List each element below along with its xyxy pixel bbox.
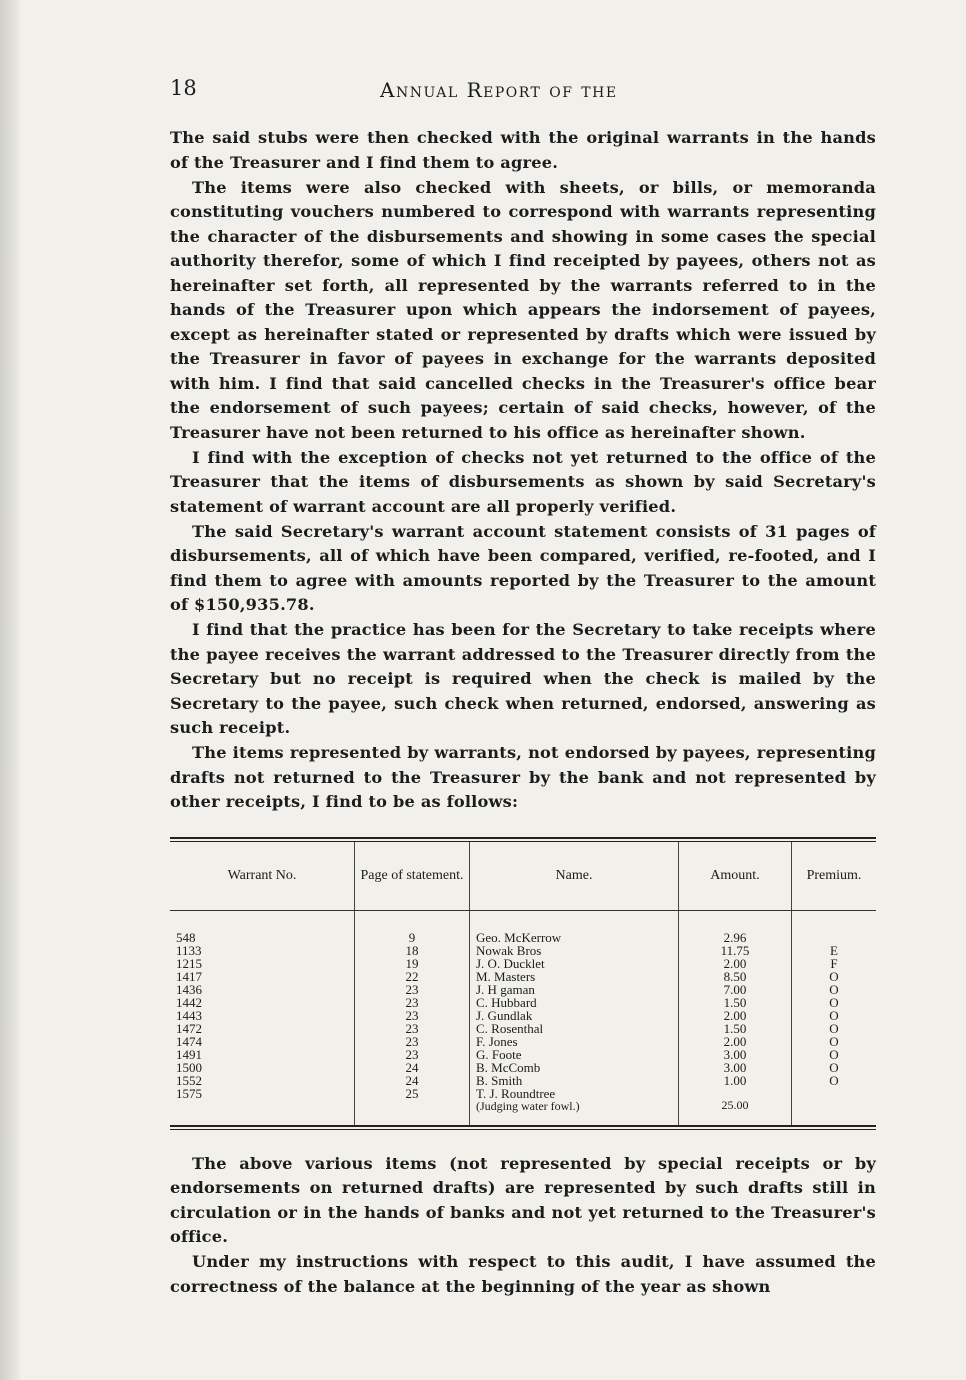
paragraph: The above various items (not represented by special receipts or by endorsements on returned drafts) are represented by such drafts still in circulation or in the hands of banks and not yet returned to the Treasurer's office. <box>170 1153 876 1246</box>
premium: O <box>792 1022 877 1035</box>
amount: 2.96 <box>679 910 792 944</box>
statement-page: 24 <box>355 1074 470 1087</box>
book-page <box>170 76 876 1300</box>
table-row <box>170 957 876 970</box>
payee-name <box>470 1087 679 1112</box>
payee-name: Nowak Bros <box>470 944 679 957</box>
premium: O <box>792 970 877 983</box>
amount: 7.00 <box>679 983 792 996</box>
amount-value: 25.00 <box>721 1097 749 1112</box>
premium: O <box>792 1035 877 1048</box>
payee-name: Geo. McKerrow <box>470 910 679 944</box>
table-header-row <box>170 842 876 911</box>
payee-name: F. Jones <box>470 1035 679 1048</box>
statement-page: 9 <box>355 910 470 944</box>
paragraph: The said Secretary's warrant account statement consists of 31 pages of disbursements, all of which have been compared, verified, re-footed, and I find them to agree with amounts reported by the Treasurer to the amount of $150,935.78. <box>170 521 876 614</box>
amount: 1.50 <box>679 996 792 1009</box>
warrant-number: 1474 <box>176 1033 202 1049</box>
amount: 3.00 <box>679 1061 792 1074</box>
paragraph: The said stubs were then checked with the original warrants in the hands of the Treasurer and I find them to agree. <box>170 128 876 172</box>
warrant-number: 1133 <box>176 942 202 958</box>
premium: F <box>792 957 877 970</box>
table-row <box>170 1009 876 1022</box>
payee-name: B. Smith <box>470 1074 679 1087</box>
running-head <box>170 76 876 106</box>
header-amount: Amount. <box>679 842 792 911</box>
table-row <box>170 983 876 996</box>
amount: 1.50 <box>679 1022 792 1035</box>
premium: O <box>792 983 877 996</box>
premium <box>792 1087 877 1112</box>
payee-name: M. Masters <box>470 970 679 983</box>
statement-page: 25 <box>355 1087 470 1112</box>
payee-name: C. Hubbard <box>470 996 679 1009</box>
statement-page: 24 <box>355 1061 470 1074</box>
warrant-number: 1417 <box>176 968 202 984</box>
warrant-number: 1500 <box>176 1059 202 1075</box>
header-page-of-statement: Page of statement. <box>355 842 470 911</box>
statement-page: 23 <box>355 983 470 996</box>
table-row <box>170 1087 876 1112</box>
warrant-number: 1575 <box>176 1085 202 1101</box>
payee-name: C. Rosenthal <box>470 1022 679 1035</box>
paragraph: The items represented by warrants, not endorsed by payees, representing drafts not returned to the Treasurer by the bank and not represented by other receipts, I find to be as follows: <box>170 743 876 811</box>
statement-page: 23 <box>355 996 470 1009</box>
payee-name: J. O. Ducklet <box>470 957 679 970</box>
amount: 3.00 <box>679 1048 792 1061</box>
table-row <box>170 1022 876 1035</box>
statement-page: 19 <box>355 957 470 970</box>
payee-note: (Judging water fowl.) <box>476 1098 580 1113</box>
paragraph: The items were also checked with sheets, or bills, or memoranda constituting vouchers numbered to correspond with warrants representing the character of the disbursements and showing in some cases the special authority therefor, some of which I find receipted by payees, others not as hereinafter set forth, all represented by the warrants referred to in the hands of the Treasurer upon which appears the indorsement of payees, except as hereinafter stated or represented by drafts which were issued by the Treasurer in favor of payees in exchange for the warrants deposited with him. I find that said cancelled checks in the Treasurer's office bear the endorsement of such payees; certain of said checks, however, of the Treasurer have not been returned to his office as hereinafter shown. <box>170 177 876 442</box>
table-row <box>170 1048 876 1061</box>
amount <box>679 1087 792 1112</box>
statement-page: 22 <box>355 970 470 983</box>
warrant-number: 1552 <box>176 1072 202 1088</box>
table-row <box>170 1061 876 1074</box>
amount-spacer <box>685 1087 785 1099</box>
statement-page: 23 <box>355 1022 470 1035</box>
warrants-table <box>170 842 876 1125</box>
table-row <box>170 944 876 957</box>
statement-page: 23 <box>355 1009 470 1022</box>
statement-page: 23 <box>355 1035 470 1048</box>
warrant-number: 1491 <box>176 1046 202 1062</box>
statement-page: 23 <box>355 1048 470 1061</box>
amount: 2.00 <box>679 957 792 970</box>
premium <box>792 910 877 944</box>
amount: 8.50 <box>679 970 792 983</box>
premium: E <box>792 944 877 957</box>
amount: 11.75 <box>679 944 792 957</box>
premium: O <box>792 1009 877 1022</box>
table-row <box>170 910 876 944</box>
statement-page: 18 <box>355 944 470 957</box>
payee-name: J. H gaman <box>470 983 679 996</box>
payee-name-text: T. J. Roundtree <box>476 1085 556 1101</box>
amount: 1.00 <box>679 1074 792 1087</box>
premium: O <box>792 1048 877 1061</box>
page-number: 18 <box>170 76 197 100</box>
amount: 2.00 <box>679 1035 792 1048</box>
header-premium: Premium. <box>792 842 877 911</box>
table-row <box>170 1035 876 1048</box>
table-row <box>170 996 876 1009</box>
running-title: Annual Report of the <box>380 78 618 102</box>
premium: O <box>792 1061 877 1074</box>
warrant-number: 1443 <box>176 1007 202 1023</box>
payee-name: B. McComb <box>470 1061 679 1074</box>
payee-name: J. Gundlak <box>470 1009 679 1022</box>
warrant-number: 1442 <box>176 994 202 1010</box>
premium: O <box>792 1074 877 1087</box>
paragraph: I find with the exception of checks not yet returned to the office of the Treasurer that the items of disbursements as shown by said Secretary's statement of warrant account are all properly verified. <box>170 447 876 516</box>
closing-paragraphs <box>170 1152 876 1300</box>
paragraph: Under my instructions with respect to this audit, I have assumed the correctness of the balance at the beginning of the year as shown <box>170 1252 876 1296</box>
table-row <box>170 970 876 983</box>
paragraph: I find that the practice has been for the Secretary to take receipts where the payee receives the warrant addressed to the Treasurer directly from the Secretary but no receipt is required when the check is mailed by the Secretary to the payee, such check when returned, endorsed, answering as such receipt. <box>170 620 876 737</box>
warrant-number: 1215 <box>176 955 202 971</box>
payee-name: G. Foote <box>470 1048 679 1061</box>
warrants-table-section <box>170 837 876 1130</box>
warrant-number: 1472 <box>176 1020 202 1036</box>
warrant-number: 1436 <box>176 981 202 997</box>
amount: 2.00 <box>679 1009 792 1022</box>
header-warrant-no: Warrant No. <box>170 842 355 911</box>
page-binding-shadow <box>0 0 20 1380</box>
warrant-number: 548 <box>176 929 196 945</box>
table-bottom-rule <box>170 1125 876 1130</box>
table-spacer-row <box>170 1112 876 1125</box>
header-name: Name. <box>470 842 679 911</box>
premium: O <box>792 996 877 1009</box>
